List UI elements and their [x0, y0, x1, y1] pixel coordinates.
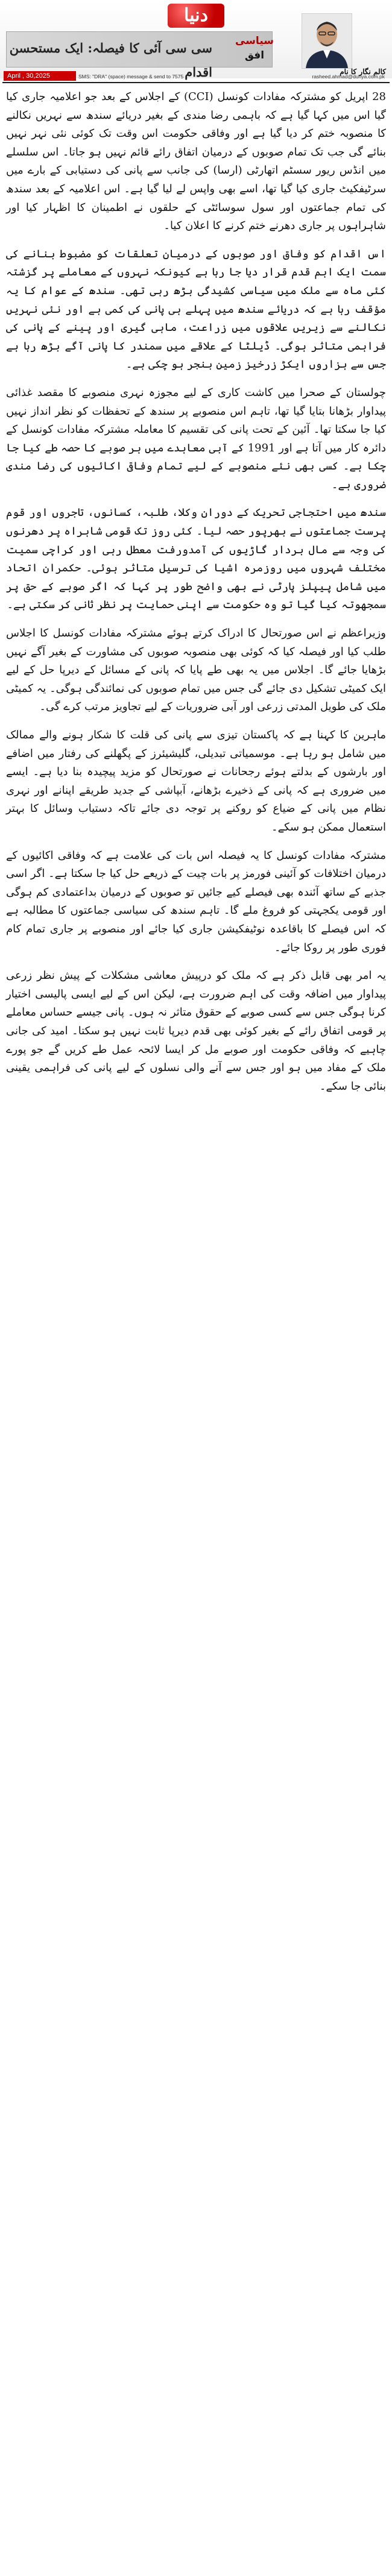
article-paragraph: اس اقدام کو وفاق اور صوبوں کے درمیان تعلقات کو مضبوط بنانے کی سمت ایک اہم قدم قرار دیا جا رہا ہے کیونکہ نہروں کے معاملے پر گزشتہ کئی ماہ سے ملک میں سیاسی کشیدگی بڑھ رہی تھی۔ سندھ کے عوام کا یہ مؤقف رہا ہے کہ دریائے سندھ میں پہلے ہی پانی کی کمی ہے اور نئی نہریں نکالنے سے زیریں علاقوں میں زراعت، ماہی گیری اور پینے کے پانی کی فراہمی متاثر ہوگی۔ ڈیلٹا کے علاقے میں سمندر کا پانی آگے بڑھ رہا ہے جس سے ہزاروں ایکڑ زرخیز زمین بنجر ہو چکی ہے۔: [6, 247, 386, 371]
article-paragraph: سندھ میں احتجاجی تحریک کے دوران وکلا، طلبہ، کسانوں، تاجروں اور قوم پرست جماعتوں نے بھرپور حصہ لیا۔ کئی روز تک قومی شاہراہ پر دھرنوں کی وجہ سے مال بردار گاڑیوں کی آمدورفت معطل رہی اور کراچی سمیت مختلف شہروں میں روزمرہ اشیا کی ترسیل متاثر ہوئی۔ حکمران اتحاد میں شامل پیپلز پارٹی نے بھی واضح طور پر کہا کہ اگر صوبے کے حق پر سمجھوتہ کیا گیا تو وہ حکومت سے اپنی حمایت پر نظر ثانی کر سکتی ہے۔: [6, 506, 386, 612]
publish-date: April , 30,2025: [7, 72, 50, 80]
column-headline: سی سی آئی کا فیصلہ: ایک مستحسن اقدام: [9, 40, 212, 80]
masthead: [0, 0, 392, 78]
article-paragraph: یہ امر بھی قابل ذکر ہے کہ ملک کو درپیش معاشی مشکلات کے پیش نظر زرعی پیداوار میں اضافہ وقت کی اہم ضرورت ہے، لیکن اس کے لیے ایسی پالیسی اختیار کرنا ہوگی جس سے کسی صوبے کے حقوق متاثر نہ ہوں۔ پانی جیسے حساس معاملے پر قومی اتفاق رائے کے بغیر کوئی بھی قدم دیرپا ثابت نہیں ہو سکتا۔ امید کی جانی چاہیے کہ وفاقی حکومت اور صوبے مل کر ایسا لائحہ عمل طے کریں گے جو پورے ملک کے مفاد میں ہو اور جس سے آنے والی نسلوں کے لیے پانی کی فراہمی یقینی بنائی جا سکے۔: [6, 969, 386, 1093]
author-portrait-icon: [302, 14, 352, 68]
article-paragraph: ماہرین کا کہنا ہے کہ پاکستان تیزی سے پانی کی قلت کا شکار ہونے والے ممالک میں شامل ہو رہا ہے۔ موسمیاتی تبدیلی، گلیشیئرز کے پگھلنے کی رفتار میں اضافے اور بارشوں کے بدلتے ہوئے رجحانات نے صورتحال کو مزید پیچیدہ بنا دیا ہے۔ ایسے میں ضروری ہے کہ پانی کے ذخیرے بڑھانے، آبپاشی کے جدید طریقے اپنانے اور نہری نظام میں پانی کے ضیاع کو روکنے پر توجہ دی جائے تاکہ دستیاب وسائل کا بہتر استعمال ممکن ہو سکے۔: [6, 729, 386, 834]
author-email: rasheed.ahmad@dunya.com.pk: [312, 74, 385, 80]
newspaper-logo: [162, 2, 230, 30]
column-brand: [230, 34, 279, 68]
article-paragraph: 28 اپریل کو مشترکہ مفادات کونسل (CCI) کے اجلاس کے بعد جو اعلامیہ جاری کیا گیا اس میں کہا گیا ہے کہ باہمی رضا مندی کے بغیر دریائے سندھ سے نہریں نکالنے کا منصوبہ ختم کر دیا گیا ہے اور وفاقی حکومت اس وقت تک کوئی نئی نہر نہیں بنائے گی جب تک تمام صوبوں کے درمیان اتفاق رائے قائم نہیں ہو جاتا۔ اس سلسلے میں انڈس ریور سسٹم اتھارٹی (ارسا) کی جانب سے پانی کی دستیابی کے بارے میں سرٹیفکیٹ جاری کیا گیا تھا، اسے بھی واپس لے لیا گیا ہے۔ اس اعلامیہ کے بعد سندھ کی تمام جماعتوں اور سول سوسائٹی کے حلقوں نے اطمینان کا اظہار کیا اور شاہراہوں پر جاری دھرنے ختم کرنے کا اعلان کیا۔: [6, 90, 387, 233]
sms-instructions: SMS: "DRA" (space) message & send to 7575: [78, 74, 184, 80]
article-paragraph: چولستان کے صحرا میں کاشت کاری کے لیے مجوزہ نہری منصوبے کا مقصد غذائی پیداوار بڑھانا بتایا گیا تھا، تاہم اس منصوبے پر سندھ کے تحفظات کو نظر انداز نہیں کیا جا سکتا تھا۔ آئین کے تحت پانی کی تقسیم کا معاملہ مشترکہ مفادات کونسل کے دائرہ کار میں آتا ہے اور 1991 کے آبی معاہدے میں ہر صوبے کا حصہ طے کیا جا چکا ہے۔ کسی بھی نئے منصوبے کے لیے تمام وفاقی اکائیوں کی رضا مندی ضروری ہے۔: [6, 386, 386, 491]
article-paragraph: وزیراعظم نے اس صورتحال کا ادراک کرتے ہوئے مشترکہ مفادات کونسل کا اجلاس طلب کیا اور فیصلہ کیا کہ کوئی بھی منصوبہ صوبوں کی مشاورت کے بغیر آگے نہیں بڑھایا جائے گا۔ اجلاس میں یہ بھی طے پایا کہ پانی کے مسائل کے دیرپا حل کے لیے ایک کمیٹی تشکیل دی جائے گی جس میں تمام صوبوں کی نمائندگی ہوگی۔ یہ کمیٹی ملک کی طویل المدتی زرعی اور آبی ضروریات کے لیے تجاویز مرتب کرے گی۔: [6, 627, 386, 714]
author-photo: [302, 13, 352, 69]
header-divider: [2, 82, 390, 83]
author-name: کالم نگار کا نام: [340, 68, 386, 76]
article-body: [6, 88, 386, 1105]
logo-text: دنیا: [184, 5, 208, 26]
column-brand-top: سیاسی: [235, 35, 274, 47]
article-paragraph: مشترکہ مفادات کونسل کا یہ فیصلہ اس بات کی علامت ہے کہ وفاقی اکائیوں کے درمیان اختلافات کو آئینی فورمز پر بات چیت کے ذریعے حل کیا جا سکتا ہے۔ اگر اسی جذبے کے ساتھ آئندہ بھی فیصلے کیے جائیں تو صوبوں کے درمیان بداعتمادی کم ہوگی اور قومی یکجہتی کو فروغ ملے گا۔ تاہم سندھ کی سیاسی جماعتوں کا مطالبہ ہے کہ اس فیصلے کا باقاعدہ نوٹیفکیشن جاری کیا جائے اور منصوبے پر جاری تمام کام فوری طور پر روکا جائے۔: [6, 849, 386, 954]
column-brand-bottom: افق: [244, 49, 265, 61]
